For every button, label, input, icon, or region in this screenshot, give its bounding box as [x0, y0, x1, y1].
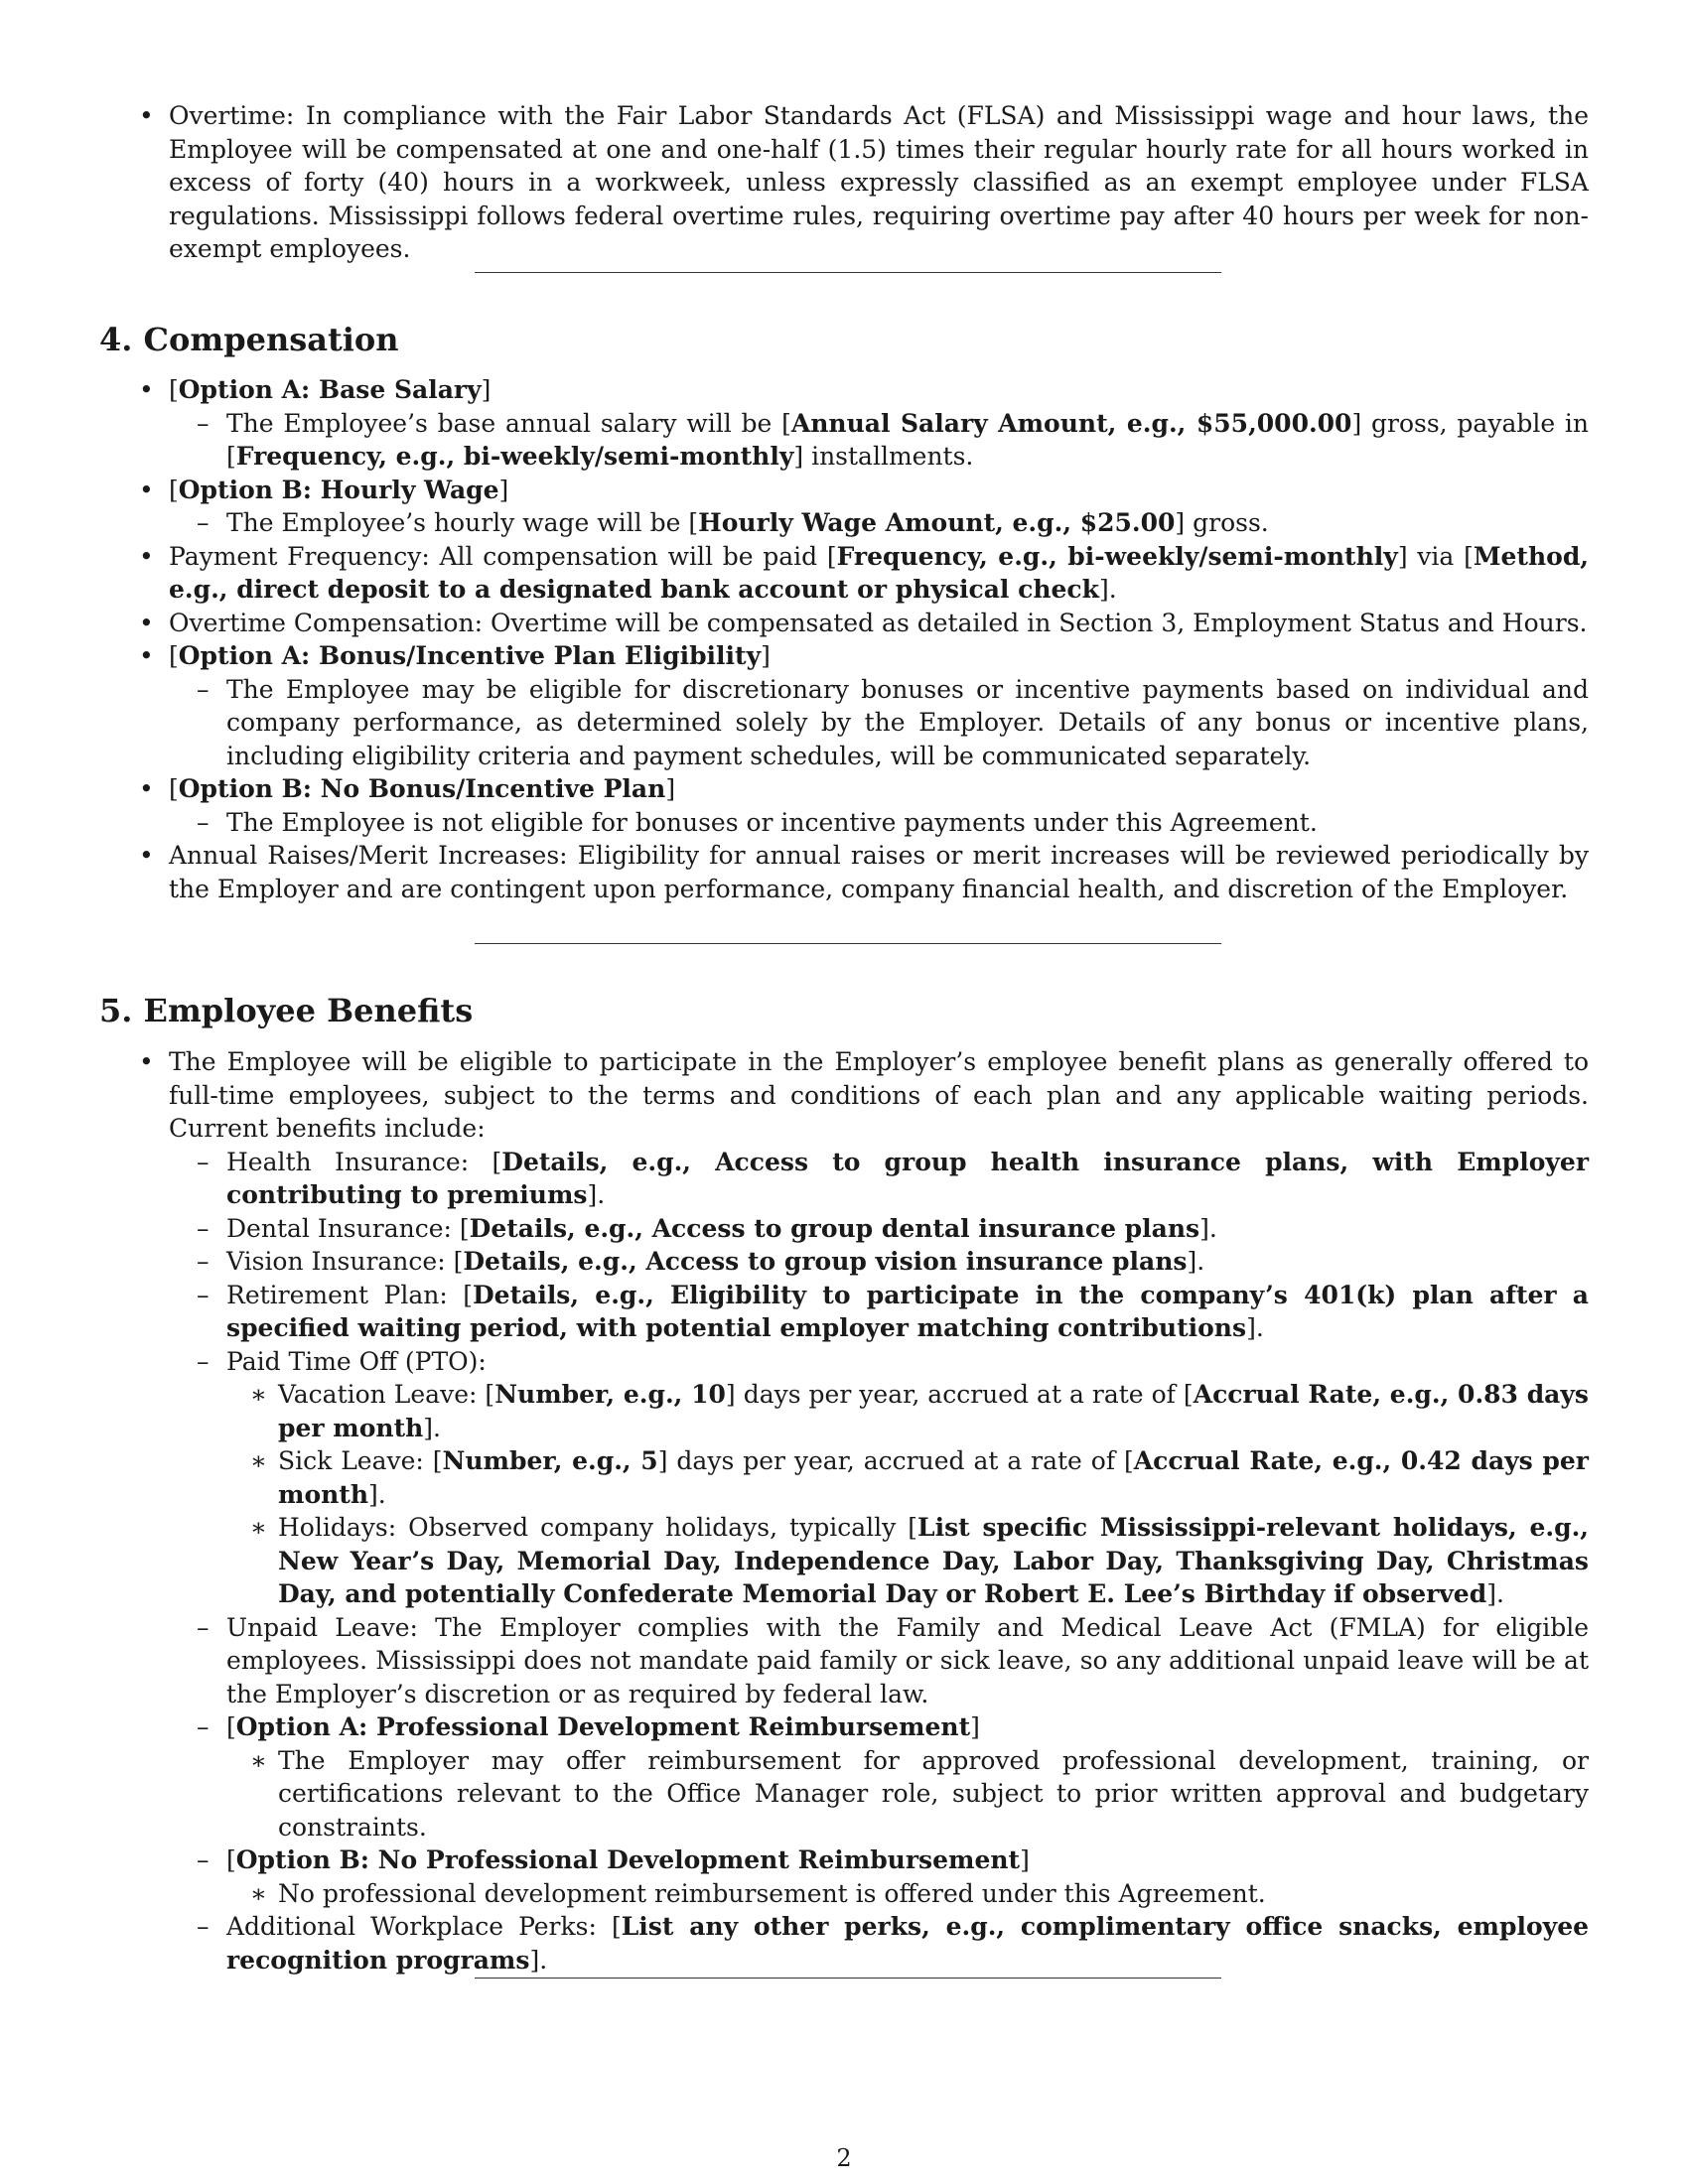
- text: gross, payable in: [1361, 408, 1590, 438]
- sick-accrual-placeholder: Accrual Rate, e.g., 0.42 days per month: [278, 1446, 1589, 1509]
- list-item: ∗ Holidays: Observed company holidays, typically [List specific Mississippi-relevant holidays, e.g., New Year’s Day, Memorial Day, Independence Day, Labor Day, Thanksgiving Day, Christmas Day, and potentially Confederate Memorial Day or Robert E. Lee’s Birthday if observed].: [250, 1513, 1589, 1608]
- text: Vision Insurance:: [226, 1247, 454, 1276]
- list-item: – [Option B: No Professional Development Reimbursement]: [167, 1843, 1589, 1877]
- holidays-placeholder: List specific Mississippi-relevant holidays, e.g., New Year’s Day, Memorial Day, Independence Day, Labor Day, Thanksgiving Day, Christmas Day, and potentially Confederate Memorial Day or Robert E. Lee’s Birthday if observed: [278, 1513, 1589, 1608]
- asterisk-icon: ∗: [250, 1745, 267, 1775]
- section-divider: [475, 272, 1221, 273]
- text: No professional development reimbursement is offered under this Agreement.: [278, 1878, 1266, 1908]
- list-item: ∗ Vacation Leave: [Number, e.g., 10] days per year, accrued at a rate of [Accrual Rate, e.g., 0.83 days per month].: [250, 1380, 1589, 1442]
- vacation-number-placeholder: Number, e.g., 10: [494, 1380, 726, 1409]
- list-item: – The Employee’s base annual salary will be [Annual Salary Amount, e.g., $55,000.00] gross, payable in [Frequency, e.g., bi-weekly/semi-monthly] installments.: [197, 408, 1590, 471]
- text: Vacation Leave:: [278, 1380, 486, 1409]
- text: The Employee’s hourly wage will be: [226, 508, 689, 537]
- dash-icon: –: [197, 1346, 210, 1376]
- dash-icon: –: [197, 408, 210, 438]
- section-divider: [475, 1978, 1221, 1979]
- list-item: [167, 1345, 1589, 1379]
- bullet-icon: •: [139, 1047, 154, 1076]
- list-item: – The Employee’s hourly wage will be [Hourly Wage Amount, e.g., $25.00] gross.: [167, 506, 1589, 540]
- text: The Employee will be eligible to participate in the Employer’s employee benefit plans as generally offered to full-time employees, subject to the terms and conditions of each plan and any applicable waiting periods. Current benefits include:: [169, 1047, 1589, 1143]
- dash-icon: –: [197, 1612, 210, 1642]
- text: The Employee’s base annual salary will be: [226, 408, 782, 438]
- text: days per year, accrued at a rate of: [735, 1380, 1184, 1409]
- vision-placeholder: Details, e.g., Access to group vision insurance plans: [463, 1247, 1188, 1276]
- dental-placeholder: Details, e.g., Access to group dental insurance plans: [469, 1213, 1200, 1243]
- bullet-icon: •: [139, 101, 154, 130]
- bullet-icon: •: [139, 608, 154, 637]
- dash-icon: –: [197, 1147, 210, 1176]
- salary-placeholder: Annual Salary Amount, e.g., $55,000.00: [790, 408, 1352, 438]
- text: The Employer may offer reimbursement for approved professional development, training, or certifications relevant to the Office Manager role, subject to prior written approval and budgetary constraints.: [278, 1745, 1589, 1842]
- option-a-bonus-label: Option A: Bonus/Incentive Plan Eligibility: [178, 641, 762, 670]
- overtime-label: Overtime:: [169, 101, 295, 130]
- bullet-icon: •: [139, 541, 154, 571]
- text: Payment Frequency: All compensation will be paid: [169, 541, 827, 571]
- bullet-icon: •: [139, 841, 154, 870]
- frequency-placeholder: Frequency, e.g., bi-weekly/semi-monthly: [235, 442, 794, 471]
- page-number: 2: [836, 2144, 852, 2172]
- text: Annual Raises/Merit Increases: Eligibility for annual raises or merit increases will be reviewed periodically by the Employer and are contingent upon performance, company financial health, and discretion of the Employer.: [169, 841, 1589, 903]
- perks-placeholder: List any other perks, e.g., complimentary office snacks, employee recognition programs: [226, 1912, 1590, 1975]
- dash-icon: –: [197, 807, 210, 837]
- list-item: • Payment Frequency: All compensation will be paid [Frequency, e.g., bi-weekly/semi-monthly] via [Method, e.g., direct deposit to a designated bank account or physical check].: [139, 541, 1590, 604]
- dash-icon: –: [197, 674, 210, 704]
- health-placeholder: Details, e.g., Access to group health insurance plans, with Employer contributing to premiums: [226, 1147, 1589, 1209]
- dash-icon: –: [197, 1280, 210, 1309]
- hourly-placeholder: Hourly Wage Amount, e.g., $25.00: [698, 508, 1176, 537]
- text: The Employee is not eligible for bonuses or incentive payments under this Agreement.: [226, 807, 1318, 837]
- dash-icon: –: [197, 1912, 210, 1941]
- pay-frequency-placeholder: Frequency, e.g., bi-weekly/semi-monthly: [836, 541, 1398, 571]
- list-item: [139, 607, 1589, 640]
- list-item: [139, 839, 1589, 905]
- list-item: – [Option A: Professional Development Reimbursement]: [167, 1710, 1589, 1744]
- text: days per year, accrued at a rate of: [667, 1446, 1124, 1475]
- asterisk-icon: ∗: [250, 1446, 267, 1475]
- text: via: [1407, 541, 1465, 571]
- text: Health Insurance:: [226, 1147, 492, 1176]
- list-item: – Dental Insurance: [Details, e.g., Access to group dental insurance plans].: [167, 1212, 1589, 1246]
- text: Unpaid Leave: The Employer complies with the Family and Medical Leave Act (FMLA) for eligible employees. Mississippi does not mandate paid family or sick leave, so any additional unpaid leave will be at the Employer’s discretion or as required by federal law.: [226, 1612, 1589, 1708]
- bullet-icon: •: [139, 641, 154, 670]
- overtime-text: In compliance with the Fair Labor Standards Act (FLSA) and Mississippi wage and hour laws, the Employee will be compensated at one and one-half (1.5) times their regular hourly rate for all hours worked in excess of forty (40) hours in a workweek, unless expressly classified as an exempt employee under FLSA regulations. Mississippi follows federal overtime rules, requiring overtime pay after 40 hours per week for non-exempt employees.: [169, 101, 1590, 263]
- list-item: ∗ Sick Leave: [Number, e.g., 5] days per year, accrued at a rate of [Accrual Rate, e.g., 0.42 days per month].: [250, 1446, 1589, 1509]
- text: installments.: [803, 442, 974, 471]
- dash-icon: –: [197, 1247, 210, 1276]
- text: Paid Time Off (PTO):: [226, 1346, 487, 1376]
- option-a-salary-label: Option A: Base Salary: [178, 375, 482, 404]
- option-b-hourly-label: Option B: Hourly Wage: [178, 475, 499, 504]
- section-heading-compensation: 4. Compensation: [99, 321, 399, 358]
- text: .: [1108, 575, 1117, 604]
- compensation-list: [139, 373, 1590, 905]
- list-item: – Vision Insurance: [Details, e.g., Access to group vision insurance plans].: [167, 1245, 1589, 1279]
- dash-icon: –: [197, 1213, 210, 1243]
- text: Additional Workplace Perks:: [226, 1912, 612, 1941]
- text: Dental Insurance:: [226, 1213, 460, 1243]
- list-item: [167, 673, 1589, 773]
- benefits-list: [139, 1045, 1590, 1977]
- option-b-pd-label: Option B: No Professional Development Reimbursement: [235, 1845, 1021, 1874]
- overtime-paragraph: [139, 99, 1590, 266]
- list-item: – Additional Workplace Perks: [List any other perks, e.g., complimentary office snacks, employee recognition programs].: [197, 1912, 1590, 1975]
- list-item: – Health Insurance: [Details, e.g., Access to group health insurance plans, with Employer contributing to premiums].: [197, 1147, 1589, 1209]
- list-item: [167, 1744, 1589, 1844]
- list-item: • [Option B: No Bonus/Incentive Plan]: [167, 772, 1589, 806]
- text: The Employee may be eligible for discretionary bonuses or incentive payments based on individual and company performance, as determined solely by the Employer. Details of any bonus or incentive plans, including eligibility criteria and payment schedules, will be communicated separately.: [226, 674, 1589, 770]
- dash-icon: –: [197, 1845, 210, 1874]
- asterisk-icon: ∗: [250, 1380, 267, 1409]
- bullet-icon: •: [139, 475, 154, 504]
- dash-icon: –: [197, 1712, 210, 1741]
- sick-number-placeholder: Number, e.g., 5: [442, 1446, 658, 1475]
- text: Holidays: Observed company holidays, typically: [278, 1513, 909, 1542]
- option-a-pd-label: Option A: Professional Development Reimbursement: [235, 1712, 971, 1741]
- list-item: [167, 806, 1589, 840]
- asterisk-icon: ∗: [250, 1513, 267, 1542]
- bullet-icon: •: [139, 774, 154, 803]
- list-item: [139, 1045, 1589, 1146]
- text: gross.: [1185, 508, 1269, 537]
- list-item: • [Option A: Bonus/Incentive Plan Eligibility]: [167, 639, 1589, 673]
- bullet-icon: •: [139, 375, 154, 404]
- list-item: [167, 1877, 1589, 1911]
- list-item: [139, 99, 1590, 266]
- text: Retirement Plan:: [226, 1280, 464, 1309]
- list-item: • [Option A: Base Salary]: [167, 373, 1589, 407]
- retirement-placeholder: Details, e.g., Eligibility to participate in the company’s 401(k) plan after a specified waiting period, with potential employer matching contributions: [226, 1280, 1589, 1342]
- section-heading-benefits: 5. Employee Benefits: [99, 992, 474, 1029]
- list-item: • [Option B: Hourly Wage]: [167, 474, 1589, 507]
- dash-icon: –: [197, 508, 210, 537]
- asterisk-icon: ∗: [250, 1878, 267, 1908]
- section-divider: [475, 943, 1221, 944]
- text: Sick Leave:: [278, 1446, 433, 1475]
- pay-method-placeholder: Method, e.g., direct deposit to a designated bank account or physical check: [169, 541, 1590, 604]
- list-item: [167, 1611, 1589, 1711]
- vacation-accrual-placeholder: Accrual Rate, e.g., 0.83 days per month: [278, 1380, 1589, 1442]
- option-b-bonus-label: Option B: No Bonus/Incentive Plan: [178, 774, 666, 803]
- text: Overtime Compensation: Overtime will be compensated as detailed in Section 3, Employment Status and Hours.: [169, 608, 1588, 637]
- list-item: – Retirement Plan: [Details, e.g., Eligibility to participate in the company’s 401(k) plan after a specified waiting period, with potential employer matching contributions].: [197, 1280, 1589, 1342]
